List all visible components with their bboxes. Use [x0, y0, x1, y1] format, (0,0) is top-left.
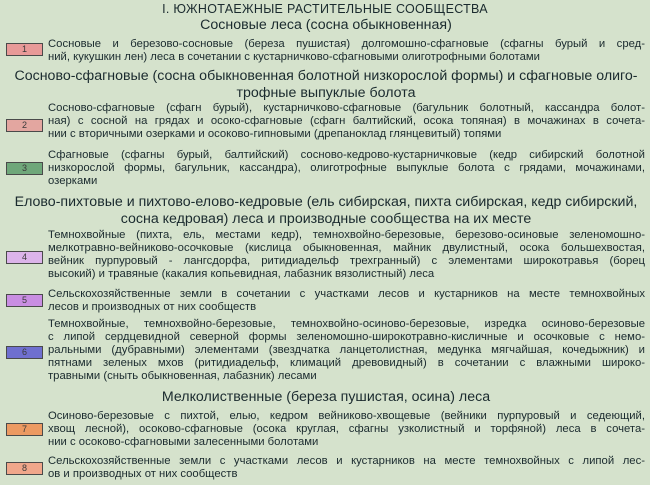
legend-text-7-line-1: Осиново-березовые с пихтой, елью, кедром вейниково-хвощевые (вейники пурпуровый и седеющий, — [48, 410, 645, 422]
legend-text-8-line-1: Сельскохозяйственные земли с участками лесов и кустарников на месте темнохвойных с липой лес- — [48, 455, 645, 467]
legend-text-1-line-2: ний, кукушкин лен) леса в сочетании с кустарничково-сфагновыми олиготрофными болотами — [48, 51, 540, 63]
group-title-dark-conifer-line-1: Елово-пихтовые и пихтово-елово-кедровые (ель сибирская, пихта сибирская, кедр сибирский, — [14, 194, 638, 210]
legend-text-2 — [48, 102, 645, 141]
legend-swatch-3 — [6, 162, 43, 175]
legend-text-2-line-1: Сосново-сфагновые (сфагн бурый), кустарничково-сфагновые (багульник болотный, кассандра болот- — [48, 102, 645, 114]
legend-text-3 — [48, 149, 645, 188]
group-title-small-leaved-text: Мелколиственные (береза пушистая, осина) леса — [161, 389, 491, 405]
legend-swatch-1 — [6, 43, 43, 56]
group-title-pine — [6, 17, 646, 34]
legend-swatch-8 — [6, 462, 43, 475]
legend-text-6-line-4: пятнами зеленых мхов (ритидиадельф, климаций древовидный) в сочетании с влажными широко- — [48, 357, 645, 369]
legend-swatch-2 — [6, 119, 43, 132]
legend-text-5 — [48, 288, 645, 314]
legend-text-7-line-3: нии с осоково-сфагновыми залесенными болотами — [48, 436, 319, 448]
group-title-dark-conifer-line-2: сосна кедровая) леса и производные сообщества на их месте — [120, 211, 532, 227]
legend-swatch-4 — [6, 251, 43, 264]
legend-number-5: 5 — [21, 295, 27, 305]
legend-swatch-7 — [6, 423, 43, 436]
legend-number-1: 1 — [21, 44, 27, 54]
legend-text-6-line-1: Темнохвойные, темнохвойно-березовые, темнохвойно-осиново-березовые, изредка осиново-березовые — [48, 318, 645, 330]
legend-text-4-line-4: высокий) и травяные (какалия копьевидная, лабазник вязолистный) леса — [48, 268, 435, 280]
legend-text-6-line-3: ральными (дубравными) элементами (звездчатка ланцетолистная, медунка мягчайшая, кочедыжник) и — [48, 344, 645, 356]
legend-text-1-line-1: Сосновые и березово-сосновые (береза пушистая) долгомошно-сфагновые (сфагны бурый и сред- — [48, 38, 645, 50]
legend-text-5-line-2: лесов и производных от них сообществ — [48, 301, 257, 313]
legend-text-6 — [48, 318, 645, 383]
legend-text-6-line-2: с липой сердцевидной северной формы зеленомошно-широкотравно-кисличные и осочковые с немо- — [48, 331, 645, 343]
legend-text-2-line-2: ная) с сосной на грядах и осоко-сфагновые (сфагн балтийский, осока топяная) в мочажинах в сочета- — [48, 115, 645, 127]
group-title-bog-line-2: трофные выпуклые болота — [236, 85, 416, 101]
group-title-bog-line-1: Сосново-сфагновые (сосна обыкновенная болотной низкорослой формы) и сфагновые олиго- — [14, 68, 638, 84]
legend-text-8 — [48, 455, 645, 481]
legend-text-4-line-2: мелкотравно-вейниково-осочковые (кислица обыкновенная, майник двулистный, осока большехвостая, — [48, 242, 645, 254]
legend-text-7-line-2: хвощ лесной), осоково-сфагновые (осока круглая, сфагны узколистный и торфяной) леса в сочета- — [48, 423, 645, 435]
legend-text-3-line-2: низкорослой формы, багульник, кассандра), олиготрофные выпуклые болота с грядами, мочажинами, — [48, 162, 645, 174]
legend-number-7: 7 — [21, 424, 27, 434]
legend-number-4: 4 — [21, 252, 27, 262]
legend-number-2: 2 — [21, 120, 27, 130]
legend-text-5-line-1: Сельскохозяйственные земли в сочетании с участками лесов и кустарников на месте темнохвойных — [48, 288, 645, 300]
group-title-bog — [6, 68, 646, 102]
group-title-small-leaved — [6, 389, 646, 406]
legend-text-4-line-3: вейник пурпуровый - лангсдорфа, ритидиадельф трехгранный) с элементами широкотравья (борец — [48, 255, 645, 267]
legend-text-7 — [48, 410, 645, 449]
legend-number-6: 6 — [21, 347, 27, 357]
legend-text-3-line-1: Сфагновые (сфагны бурый, балтийский) сосново-кедрово-кустарничковые (кедр сибирский болотной — [48, 149, 645, 161]
group-title-dark-conifer — [6, 194, 646, 228]
legend-text-1 — [48, 38, 645, 64]
section-heading: I. ЮЖНОТАЕЖНЫЕ РАСТИТЕЛЬНЫЕ СООБЩЕСТВА — [162, 2, 488, 16]
legend-text-3-line-3: озерками — [48, 175, 98, 187]
legend-swatch-6 — [6, 346, 43, 359]
group-title-pine-text: Сосновые леса (сосна обыкновенная) — [200, 17, 452, 33]
legend-text-4 — [48, 229, 645, 281]
legend-swatch-5 — [6, 294, 43, 307]
legend-text-6-line-5: травными (сныть обыкновенная, лабазник) лесами — [48, 370, 317, 382]
legend-text-2-line-3: нии с вторичными озерками и осоково-гипновыми (дрепаноклад глянцевитый) топями — [48, 128, 502, 140]
legend-number-3: 3 — [21, 163, 27, 173]
legend-text-8-line-2: ов и производных от них сообществ — [48, 468, 238, 480]
legend-number-8: 8 — [21, 463, 27, 473]
legend-text-4-line-1: Темнохвойные (пихта, ель, местами кедр), темнохвойно-березовые, березово-осиновые зеленомошно- — [48, 229, 645, 241]
